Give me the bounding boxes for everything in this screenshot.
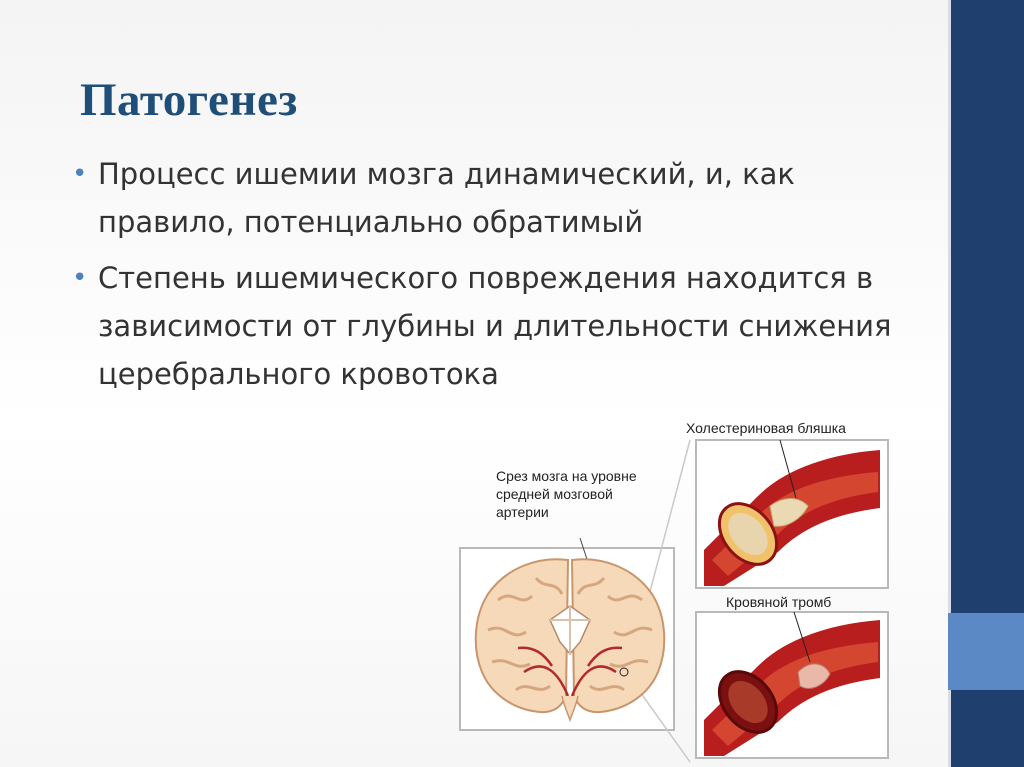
clot-label: Кровяной тромб [726, 594, 832, 610]
artery-clot-panel [696, 612, 888, 758]
bullet-list [70, 150, 900, 406]
bullet-text-1: Процесс ишемии мозга динамический, и, как правило, потенциально обратимый [98, 157, 795, 239]
plaque-label: Холестериновая бляшка [686, 420, 846, 436]
bullet-item-2 [70, 254, 900, 398]
side-band-highlight [948, 613, 1024, 690]
bullet-marker-icon: • [72, 159, 88, 189]
illustration-graphic [458, 410, 900, 766]
artery-plaque-panel [696, 440, 888, 588]
bullet-text-2: Степень ишемического повреждения находится в зависимости от глубины и длительности снижения церебрального кровотока [98, 261, 892, 391]
bullet-item-1 [70, 150, 900, 246]
ischemia-illustration [458, 410, 900, 766]
bullet-marker-icon: • [72, 263, 88, 293]
side-accent-band [948, 0, 1024, 767]
brain-slice-label: Срез мозга на уровне средней мозговой артерии [496, 468, 637, 520]
slide-title: Патогенез [80, 74, 298, 126]
